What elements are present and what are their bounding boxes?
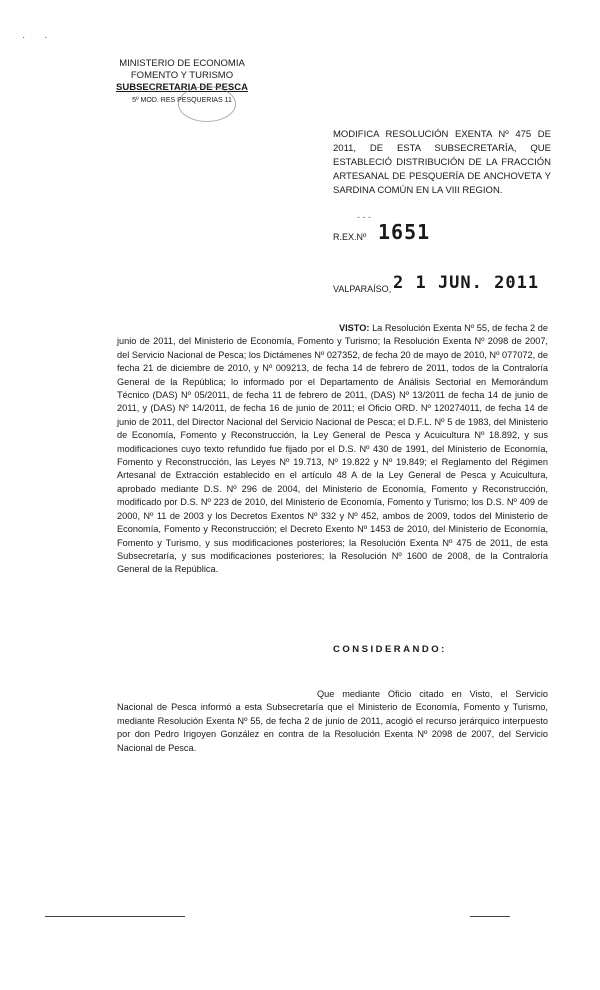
visto-paragraph (117, 322, 548, 577)
footer-rule-right (470, 916, 510, 917)
rex-number: 1651 (378, 220, 431, 244)
subject-summary: MODIFICA RESOLUCIÓN EXENTA Nº 475 DE 2011, DE ESTA SUBSECRETARÍA, QUE ESTABLECIÓ DISTRIBUCIÓN DE LA FRACCIÓN ARTESANAL DE PESQUERÍA DE ANCHOVETA Y SARDINA COMÚN EN LA VIII REGION. (333, 129, 551, 196)
considerando-heading: CONSIDERANDO: (333, 644, 447, 655)
visto-text: La Resolución Exenta Nº 55, de fecha 2 de junio de 2011, del Ministerio de Economía, Fomento y Turismo; la Resolución Exenta Nº 2098 de 2007, del Servicio Nacional de Pesca; los Dictámenes Nº 027352, de fecha 20 de mayo de 2010, Nº 077072, de fecha 21 de diciembre de 2010, y Nº 009213, de fecha 14 de febrero de 2011, todos de la Contraloría General de la República; lo informado por el Departamento de Análisis Sectorial en Memorándum Técnico (DAS) Nº 05/2011, de fecha 11 de febrero de 2011, (DAS) Nº 13/2011 de fecha 14 de junio de 2011, y (DAS) Nº 14/2011, de fecha 16 de junio de 2011; el Oficio ORD. Nº 120274011, de fecha 14 de junio de 2011, del Director Nacional del Servicio Nacional de Pesca; el D.F.L. Nº 5 de 1983, del Ministerio de Economía, Fomento y Reconstrucción, la Ley General de Pesca y Acuicultura Nº 18.892, y sus modificaciones cuyo texto refundido fue fijado por el D.S. Nº 430 de 1991, del Ministerio de Economía, Fomento y Reconstrucción, las Leyes Nº 19.713, Nº 19.822 y Nº 19.849; el Reglamento del Régimen Artesanal de Extracción establecido en el artículo 48 A de la Ley General de Pesca y Acuicultura, aprobado mediante D.S. Nº 296 de 2004, del Ministerio de Economía, Fomento y Reconstrucción, modificado por D.S. Nº 223 de 2010, del Ministerio de Economía, Fomento y Turismo; los D.S. Nº 409 de 2000, Nº 11 de 2003 y los Decretos Exentos Nº 332 y Nº 452, ambos de 2009, todos del Ministerio de Economía, Fomento y Reconstrucción; el Decreto Exento Nº 1453 de 2010, del Ministerio de Economía, Fomento y Turismo, y sus modificaciones posteriores; la Resolución Exenta Nº 475 de 2011, de esta Subsecretaría, y sus modificaciones posteriores; la Resolución Nº 1600 de 2008, de la Contraloría General de la República. (117, 323, 548, 575)
department-name: FOMENTO Y TURISMO (130, 70, 234, 81)
ministry-name: MINISTERIO DE ECONOMIA (119, 58, 245, 69)
rex-mark: - - - (357, 212, 371, 222)
rex-label: R.EX.Nº (333, 232, 367, 242)
reference-code: 5º MOD. RES PESQUERIAS 11 (132, 97, 232, 104)
subsecretary-name: SUBSECRETARIA DE PESCA (116, 82, 248, 93)
considerando-paragraph-1: Que mediante Oficio citado en Visto, el Servicio Nacional de Pesca informó a esta Subsecretaría que el Ministerio de Economía, Fomento y Turismo, mediante Resolución Exenta Nº 55, de fecha 2 de junio de 2011, acogió el recurso jerárquico interpuesto por don Pedro Irigoyen González en contra de la Resolución Exenta Nº 2098 de 2007, del Servicio Nacional de Pesca. (117, 689, 548, 753)
place-label: VALPARAÍSO, (333, 284, 392, 294)
official-seal-stamp (178, 86, 236, 122)
date-stamp: 2 1 JUN. 2011 (393, 273, 540, 293)
corner-marks: · · (22, 32, 56, 43)
footer-rule-left (45, 916, 185, 917)
visto-label: VISTO: (339, 323, 370, 333)
